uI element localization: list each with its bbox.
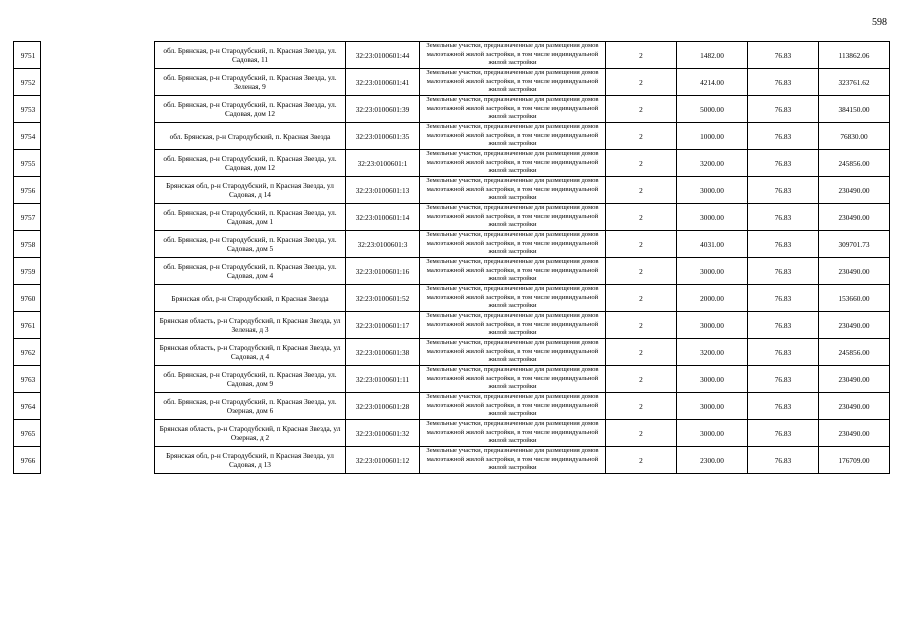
cell-number: 9762	[14, 339, 41, 366]
cell-address: Брянская обл, р-н Стародубский, п Красная Звезда, ул Садовая, д 14	[155, 177, 346, 204]
cell-group: 2	[606, 393, 677, 420]
cell-specific-value: 76.83	[748, 339, 819, 366]
cell-number: 9759	[14, 258, 41, 285]
cell-area: 3000.00	[677, 258, 748, 285]
cell-specific-value: 76.83	[748, 69, 819, 96]
cell-number: 9755	[14, 150, 41, 177]
table-row	[14, 42, 890, 69]
cell-group: 2	[606, 312, 677, 339]
table-row	[14, 420, 890, 447]
cell-cadastral-value: 230490.00	[819, 312, 890, 339]
cell-address: обл. Брянская, р-н Стародубский, п. Красная Звезда, ул. Садовая, дом 5	[155, 231, 346, 258]
table-row	[14, 258, 890, 285]
cell-land-purpose: Земельные участки, предназначенные для размещения домов малоэтажной жилой застройки, в том числе индивидуальной жилой застройки	[420, 339, 606, 366]
cell-group: 2	[606, 204, 677, 231]
cell-land-purpose: Земельные участки, предназначенные для размещения домов малоэтажной жилой застройки, в том числе индивидуальной жилой застройки	[420, 177, 606, 204]
cell-gap	[41, 231, 155, 258]
cell-cadastral-number: 32:23:0100601:17	[346, 312, 420, 339]
cell-cadastral-value: 230490.00	[819, 258, 890, 285]
cell-address: Брянская обл, р-н Стародубский, п Красная Звезда	[155, 285, 346, 312]
cell-specific-value: 76.83	[748, 366, 819, 393]
cell-specific-value: 76.83	[748, 258, 819, 285]
cell-gap	[41, 366, 155, 393]
cell-land-purpose: Земельные участки, предназначенные для размещения домов малоэтажной жилой застройки, в том числе индивидуальной жилой застройки	[420, 312, 606, 339]
cell-number: 9756	[14, 177, 41, 204]
cell-cadastral-number: 32:23:0100601:1	[346, 150, 420, 177]
page-number: 598	[872, 17, 887, 28]
cell-gap	[41, 393, 155, 420]
cell-gap	[41, 42, 155, 69]
table-row	[14, 366, 890, 393]
cell-cadastral-number: 32:23:0100601:38	[346, 339, 420, 366]
cell-cadastral-value: 309701.73	[819, 231, 890, 258]
cell-group: 2	[606, 42, 677, 69]
cell-number: 9752	[14, 69, 41, 96]
cell-area: 3000.00	[677, 366, 748, 393]
cell-number: 9766	[14, 447, 41, 474]
cell-cadastral-number: 32:23:0100601:39	[346, 96, 420, 123]
cell-area: 2300.00	[677, 447, 748, 474]
table-row	[14, 339, 890, 366]
table-row	[14, 69, 890, 96]
cell-address: обл. Брянская, р-н Стародубский, п. Красная Звезда, ул. Садовая, дом 9	[155, 366, 346, 393]
cell-gap	[41, 69, 155, 96]
cell-specific-value: 76.83	[748, 177, 819, 204]
table-row	[14, 231, 890, 258]
cell-area: 3000.00	[677, 312, 748, 339]
cell-address: обл. Брянская, р-н Стародубский, п. Красная Звезда, ул. Озерная, дом 6	[155, 393, 346, 420]
cell-gap	[41, 123, 155, 150]
cell-area: 3000.00	[677, 393, 748, 420]
cell-address: обл. Брянская, р-н Стародубский, п. Красная Звезда, ул. Зеленая, 9	[155, 69, 346, 96]
cell-gap	[41, 285, 155, 312]
cell-specific-value: 76.83	[748, 204, 819, 231]
cell-gap	[41, 339, 155, 366]
cadastral-table-wrap	[13, 41, 890, 474]
cell-specific-value: 76.83	[748, 285, 819, 312]
cell-land-purpose: Земельные участки, предназначенные для размещения домов малоэтажной жилой застройки, в том числе индивидуальной жилой застройки	[420, 231, 606, 258]
cell-specific-value: 76.83	[748, 96, 819, 123]
cell-group: 2	[606, 258, 677, 285]
cell-gap	[41, 150, 155, 177]
cadastral-table	[13, 41, 890, 474]
cell-specific-value: 76.83	[748, 42, 819, 69]
cell-cadastral-value: 230490.00	[819, 366, 890, 393]
cell-address: Брянская область, р-н Стародубский, п Красная Звезда, ул Озерная, д 2	[155, 420, 346, 447]
cell-group: 2	[606, 447, 677, 474]
cell-number: 9753	[14, 96, 41, 123]
cell-address: Брянская обл, р-н Стародубский, п Красная Звезда, ул Садовая, д 13	[155, 447, 346, 474]
table-row	[14, 447, 890, 474]
cell-area: 3000.00	[677, 420, 748, 447]
cell-cadastral-value: 176709.00	[819, 447, 890, 474]
cell-group: 2	[606, 96, 677, 123]
cell-group: 2	[606, 420, 677, 447]
cell-cadastral-value: 230490.00	[819, 393, 890, 420]
cell-cadastral-value: 245856.00	[819, 339, 890, 366]
cell-cadastral-number: 32:23:0100601:3	[346, 231, 420, 258]
cell-gap	[41, 177, 155, 204]
cell-specific-value: 76.83	[748, 420, 819, 447]
cell-area: 1482.00	[677, 42, 748, 69]
cell-specific-value: 76.83	[748, 312, 819, 339]
cell-area: 3000.00	[677, 204, 748, 231]
cell-cadastral-number: 32:23:0100601:52	[346, 285, 420, 312]
cell-cadastral-number: 32:23:0100601:41	[346, 69, 420, 96]
cell-cadastral-number: 32:23:0100601:44	[346, 42, 420, 69]
cell-gap	[41, 312, 155, 339]
cell-address: обл. Брянская, р-н Стародубский, п. Красная Звезда, ул. Садовая, дом 4	[155, 258, 346, 285]
cell-group: 2	[606, 150, 677, 177]
cell-land-purpose: Земельные участки, предназначенные для размещения домов малоэтажной жилой застройки, в том числе индивидуальной жилой застройки	[420, 204, 606, 231]
cell-cadastral-number: 32:23:0100601:28	[346, 393, 420, 420]
cell-land-purpose: Земельные участки, предназначенные для размещения домов малоэтажной жилой застройки, в том числе индивидуальной жилой застройки	[420, 258, 606, 285]
cell-group: 2	[606, 339, 677, 366]
cell-area: 4031.00	[677, 231, 748, 258]
cell-gap	[41, 420, 155, 447]
cell-land-purpose: Земельные участки, предназначенные для размещения домов малоэтажной жилой застройки, в том числе индивидуальной жилой застройки	[420, 150, 606, 177]
cell-group: 2	[606, 285, 677, 312]
cell-area: 1000.00	[677, 123, 748, 150]
cell-number: 9763	[14, 366, 41, 393]
table-row	[14, 123, 890, 150]
cell-number: 9765	[14, 420, 41, 447]
cell-area: 4214.00	[677, 69, 748, 96]
table-body	[14, 42, 890, 474]
cell-cadastral-value: 384150.00	[819, 96, 890, 123]
cell-group: 2	[606, 366, 677, 393]
cell-address: Брянская область, р-н Стародубский, п Красная Звезда, ул Садовая, д 4	[155, 339, 346, 366]
cell-number: 9760	[14, 285, 41, 312]
cell-cadastral-value: 230490.00	[819, 204, 890, 231]
cell-cadastral-number: 32:23:0100601:32	[346, 420, 420, 447]
cell-area: 5000.00	[677, 96, 748, 123]
cell-group: 2	[606, 177, 677, 204]
cell-number: 9751	[14, 42, 41, 69]
cell-land-purpose: Земельные участки, предназначенные для размещения домов малоэтажной жилой застройки, в том числе индивидуальной жилой застройки	[420, 123, 606, 150]
cell-land-purpose: Земельные участки, предназначенные для размещения домов малоэтажной жилой застройки, в том числе индивидуальной жилой застройки	[420, 96, 606, 123]
cell-area: 3000.00	[677, 177, 748, 204]
cell-group: 2	[606, 231, 677, 258]
cell-cadastral-number: 32:23:0100601:14	[346, 204, 420, 231]
cell-number: 9761	[14, 312, 41, 339]
cell-number: 9754	[14, 123, 41, 150]
cell-group: 2	[606, 69, 677, 96]
cell-address: обл. Брянская, р-н Стародубский, п. Красная Звезда, ул. Садовая, дом 1	[155, 204, 346, 231]
table-row	[14, 204, 890, 231]
cell-specific-value: 76.83	[748, 447, 819, 474]
cell-address: обл. Брянская, р-н Стародубский, п. Красная Звезда, ул. Садовая, дом 12	[155, 96, 346, 123]
cell-gap	[41, 258, 155, 285]
cell-cadastral-value: 323761.62	[819, 69, 890, 96]
table-row	[14, 312, 890, 339]
table-row	[14, 177, 890, 204]
cell-specific-value: 76.83	[748, 150, 819, 177]
table-row	[14, 393, 890, 420]
cell-land-purpose: Земельные участки, предназначенные для размещения домов малоэтажной жилой застройки, в том числе индивидуальной жилой застройки	[420, 447, 606, 474]
cell-address: обл. Брянская, р-н Стародубский, п. Красная Звезда	[155, 123, 346, 150]
cell-specific-value: 76.83	[748, 231, 819, 258]
cell-gap	[41, 447, 155, 474]
cell-cadastral-value: 230490.00	[819, 420, 890, 447]
cell-area: 2000.00	[677, 285, 748, 312]
cell-land-purpose: Земельные участки, предназначенные для размещения домов малоэтажной жилой застройки, в том числе индивидуальной жилой застройки	[420, 285, 606, 312]
cell-cadastral-value: 76830.00	[819, 123, 890, 150]
cell-gap	[41, 96, 155, 123]
cell-address: Брянская область, р-н Стародубский, п Красная Звезда, ул Зеленая, д 3	[155, 312, 346, 339]
cell-land-purpose: Земельные участки, предназначенные для размещения домов малоэтажной жилой застройки, в том числе индивидуальной жилой застройки	[420, 42, 606, 69]
cell-cadastral-value: 230490.00	[819, 177, 890, 204]
cell-land-purpose: Земельные участки, предназначенные для размещения домов малоэтажной жилой застройки, в том числе индивидуальной жилой застройки	[420, 366, 606, 393]
cell-number: 9757	[14, 204, 41, 231]
cell-land-purpose: Земельные участки, предназначенные для размещения домов малоэтажной жилой застройки, в том числе индивидуальной жилой застройки	[420, 393, 606, 420]
table-row	[14, 150, 890, 177]
cell-land-purpose: Земельные участки, предназначенные для размещения домов малоэтажной жилой застройки, в том числе индивидуальной жилой застройки	[420, 420, 606, 447]
cell-area: 3200.00	[677, 150, 748, 177]
cell-land-purpose: Земельные участки, предназначенные для размещения домов малоэтажной жилой застройки, в том числе индивидуальной жилой застройки	[420, 69, 606, 96]
cell-cadastral-number: 32:23:0100601:35	[346, 123, 420, 150]
cell-cadastral-number: 32:23:0100601:11	[346, 366, 420, 393]
cell-address: обл. Брянская, р-н Стародубский, п. Красная Звезда, ул. Садовая, 11	[155, 42, 346, 69]
table-row	[14, 285, 890, 312]
cell-cadastral-value: 153660.00	[819, 285, 890, 312]
cell-area: 3200.00	[677, 339, 748, 366]
cell-address: обл. Брянская, р-н Стародубский, п. Красная Звезда, ул. Садовая, дом 12	[155, 150, 346, 177]
cell-cadastral-number: 32:23:0100601:16	[346, 258, 420, 285]
cell-specific-value: 76.83	[748, 393, 819, 420]
cell-specific-value: 76.83	[748, 123, 819, 150]
cell-cadastral-number: 32:23:0100601:12	[346, 447, 420, 474]
cell-cadastral-value: 113862.06	[819, 42, 890, 69]
cell-gap	[41, 204, 155, 231]
cell-number: 9758	[14, 231, 41, 258]
cell-cadastral-number: 32:23:0100601:13	[346, 177, 420, 204]
cell-group: 2	[606, 123, 677, 150]
cell-number: 9764	[14, 393, 41, 420]
cell-cadastral-value: 245856.00	[819, 150, 890, 177]
table-row	[14, 96, 890, 123]
